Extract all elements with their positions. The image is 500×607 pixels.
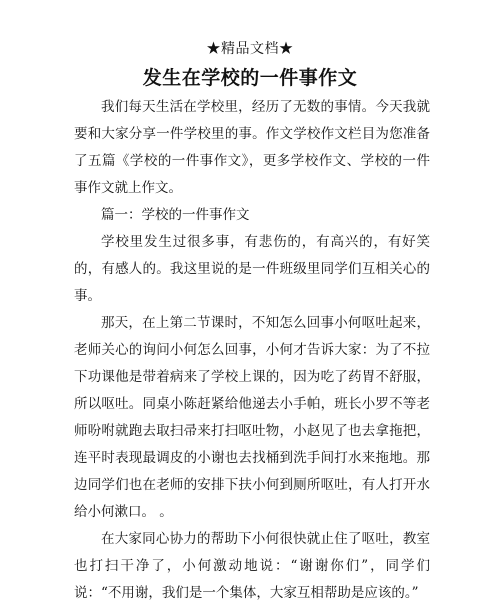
paragraph: 在大家同心协力的帮助下小何很快就止住了呕吐，教室也打扫干净了，小何激动地说：“谢谢你们”，同学们说：“不用谢，我们是一个集体，大家互相帮助是应该的。” [74, 531, 430, 601]
paragraph-intro: 我们每天生活在学校里，经历了无数的事情。今天我就要和大家分享一件学校里的事。作文学校作文栏目为您准备了五篇《学校的一件事作文》，更多学校作文、学校的一件事作文就上作文。 [74, 99, 430, 196]
paragraph: 学校里发生过很多事，有悲伤的，有高兴的，有好笑的，有感人的。我这里说的是一件班级里同学们互相关心的事。 [74, 234, 430, 304]
article-body [74, 94, 430, 607]
section-heading: 篇一：学校的一件事作文 [101, 207, 250, 223]
article-title: 发生在学校的一件事作文 [142, 67, 358, 89]
document-banner: ★精品文档★ [206, 41, 294, 57]
paragraph: 那天，在上第二节课时，不知怎么回事小何呕吐起来，老师关心的询问小何怎么回事，小何才告诉大家：为了不拉下功课他是带着病来了学校上课的，因为吃了药胃不舒服，所以呕吐。同桌小陈赶紧给他递去小手帕，班长小罗不等老师吩咐就跑去取扫帚来打扫呕吐物，小赵见了也去拿拖把，连平时表现最调皮的小谢也去找桶到洗手间打水来拖地。那边同学们也在老师的安排下扶小何到厕所呕吐，有人打开水给小何漱口。 。 [74, 315, 430, 520]
